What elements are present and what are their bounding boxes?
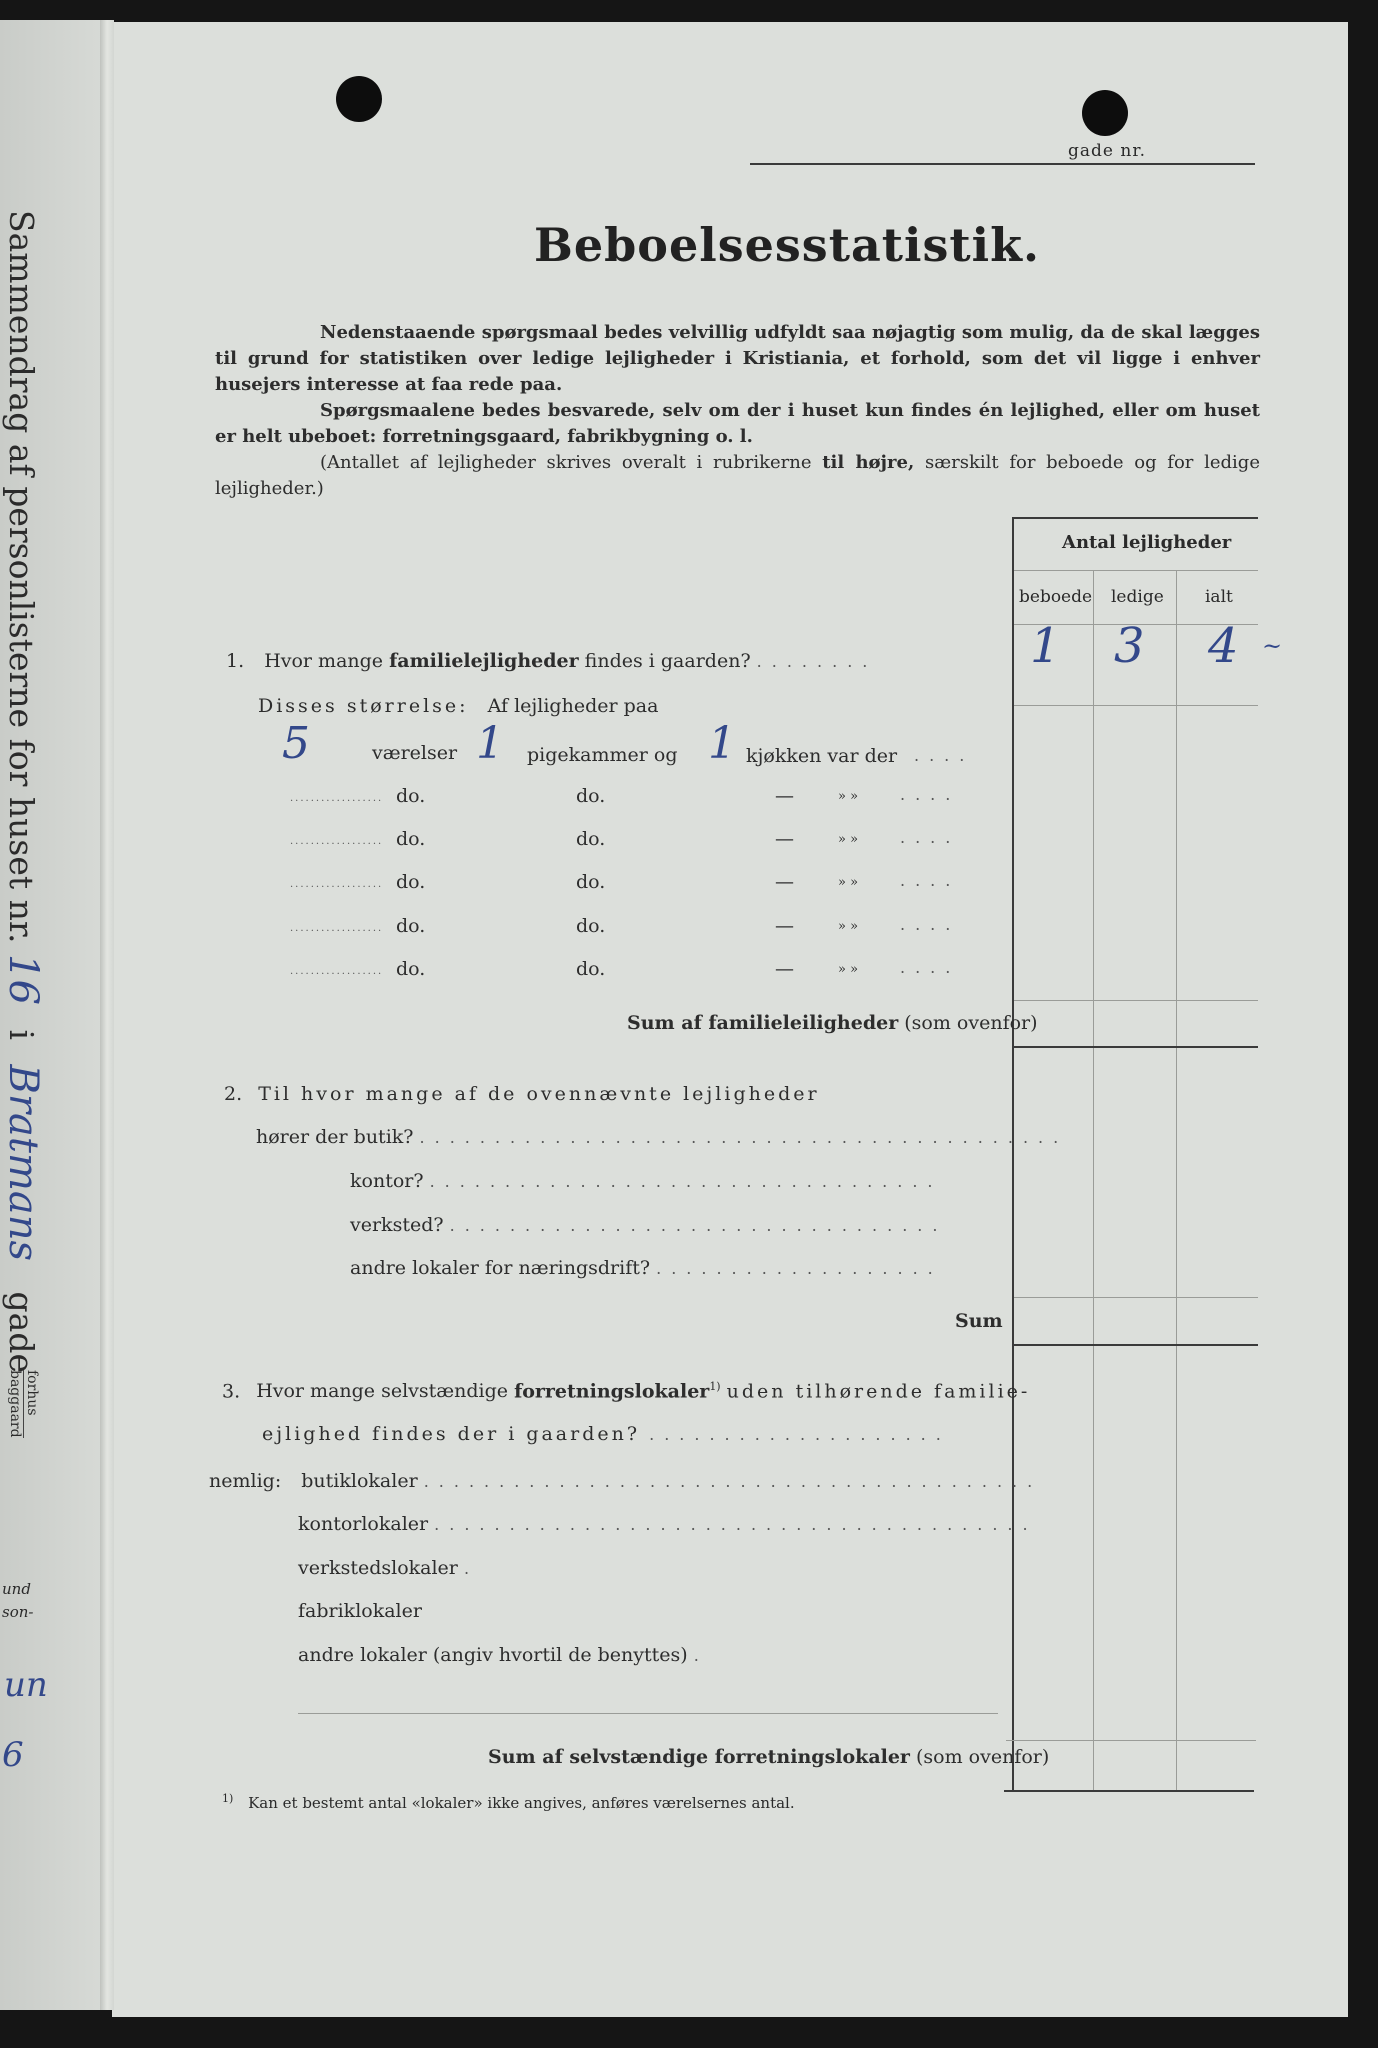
q1-number: 1.: [226, 650, 245, 672]
q1-kjokken-leader: ....: [914, 746, 975, 765]
q3-nemlig: nemlig:: [209, 1470, 282, 1492]
side-connector: i: [2, 1029, 41, 1041]
q3-andre-leader: .: [693, 1646, 709, 1665]
q3-fabrik: fabriklokaler: [298, 1600, 422, 1622]
table-col-rule-2: [1176, 570, 1177, 1792]
do-row-4-fill: ..................: [290, 923, 384, 934]
do-row-4-dash: —: [775, 915, 794, 937]
table-row-rule-sum3: [1006, 1740, 1256, 1741]
q3-pre: Hvor mange selvstændige: [256, 1380, 509, 1403]
do-row-4-a: do.: [396, 915, 426, 937]
footnote: [222, 1792, 795, 1812]
side-house-number: 16: [0, 954, 46, 1005]
do-row-5-fill: ..................: [290, 966, 384, 977]
q3-kontor: kontorlokaler: [298, 1513, 429, 1535]
do-row-5-a: do.: [396, 958, 426, 980]
q3-sum-bold: Sum af selvstændige forretningslokaler: [488, 1746, 910, 1768]
q3-line2-leader: ....................: [649, 1425, 951, 1444]
q2-sum: Sum: [955, 1310, 1003, 1332]
table-col-rule-1: [1093, 570, 1094, 1792]
side-title: Sammendrag af personlisterne for huset nr.: [2, 210, 41, 944]
q1-line: [226, 650, 877, 672]
side-fragment-und: und: [2, 1580, 31, 1598]
answer-beboede: 1: [1030, 618, 1061, 674]
q1-size-line: [258, 695, 658, 717]
page-title: Beboelsesstatistik.: [534, 218, 1040, 272]
q2-kontor-leader: ..................................: [429, 1172, 943, 1191]
side-forhus: forhus: [23, 1370, 40, 1438]
do-row-3-fill: ..................: [290, 879, 384, 890]
intro-p1-text: Nedenstaaende spørgsmaal bedes velvillig udfyldt saa nøjagtig som mulig, da de skal lægges til grund for statistiken over ledige lejligheder i Kristiania, et forhold, som det vil ligge i enhver husejers interesse at faa rede paa.: [215, 322, 1260, 395]
q3-kontor-leader: ........................................: [434, 1515, 1038, 1534]
q2-butik-leader: ...........................................: [419, 1128, 1069, 1147]
q3-sup: 1): [709, 1380, 721, 1393]
q2-kontor-line: [350, 1170, 943, 1192]
q3-andre-line: [298, 1644, 709, 1666]
table-col-ialt: ialt: [1205, 587, 1233, 607]
do-row-2-b: do.: [576, 828, 606, 850]
do-row-4-quote: » »: [838, 919, 859, 934]
do-row-5-quote: » »: [838, 962, 859, 977]
intro-p3-c: særskilt for beboede og for ledige lejligheder.): [215, 452, 1260, 499]
do-row-1-dash: —: [775, 785, 794, 807]
q3-line: [222, 1380, 1030, 1402]
q3-bold: forretningslokaler: [514, 1380, 710, 1403]
q3-fabrik-line: [298, 1600, 422, 1622]
q2-andre-line: [350, 1257, 943, 1279]
table-col-beboede: beboede: [1019, 587, 1093, 607]
table-row-rule-sum2: [1014, 1297, 1258, 1298]
q1-vaerelser: værelser: [372, 742, 458, 764]
side-street-name: Bratmans: [0, 1064, 46, 1262]
table-sum1-rule: [1012, 1046, 1258, 1048]
intro-p3-bold: til højre,: [822, 452, 915, 473]
q1-sum-line: [627, 1012, 1038, 1034]
q1-hand-rooms: 5: [282, 718, 310, 769]
q1-hand-kjokken: 1: [708, 718, 736, 769]
do-row-1-fill: ..................: [290, 793, 384, 804]
q2-andre: andre lokaler for næringsdrift?: [350, 1257, 651, 1279]
table-col-ledige: ledige: [1111, 587, 1164, 607]
do-row-4-leader: ....: [900, 915, 961, 934]
table-row-rule-q1: [1014, 705, 1258, 706]
table-sum2-rule: [1012, 1344, 1258, 1346]
q2-butik-line: [256, 1126, 1068, 1148]
q1-kjokken: kjøkken var der: [746, 745, 898, 767]
table-row-rule-sum1: [1014, 1000, 1258, 1001]
do-row-2-fill: ..................: [290, 836, 384, 847]
punch-hole-left: [336, 76, 382, 122]
q2-verksted-leader: .................................: [449, 1216, 948, 1235]
q2-text: Til hvor mange af de ovennævnte lejligheder: [258, 1083, 820, 1105]
side-fragment-son: son-: [2, 1603, 34, 1621]
q3-butik-leader: .........................................: [423, 1472, 1043, 1491]
side-gade: gade: [2, 1291, 41, 1373]
side-vertical-text: [0, 210, 46, 1470]
q2-line: [224, 1083, 820, 1105]
footnote-text: Kan et bestemt antal «lokaler» ikke angives, anføres værelsernes antal.: [248, 1794, 795, 1812]
intro-paragraph-1: [215, 320, 1260, 398]
side-forhus-baggaard: [2, 1370, 42, 1490]
q1-bold: familielejligheder: [389, 650, 579, 672]
q3-verksted-leader: .: [463, 1559, 480, 1578]
gade-nr-line: [750, 163, 1255, 165]
do-row-4-b: do.: [576, 915, 606, 937]
gade-nr-label: gade nr.: [1068, 141, 1146, 161]
q3-sum-rest: (som ovenfor): [916, 1746, 1050, 1768]
q2-butik: hører der butik?: [256, 1126, 414, 1148]
answer-ledige: 3: [1114, 618, 1145, 674]
footnote-mark: 1): [222, 1792, 234, 1805]
answer-ialt: 4: [1208, 618, 1239, 674]
q3-verksted-line: [298, 1557, 479, 1579]
q2-andre-leader: ...................: [656, 1259, 943, 1278]
table-bottom-rule: [1004, 1790, 1254, 1792]
do-row-3-dash: —: [775, 871, 794, 893]
q3-kontor-line: [298, 1513, 1038, 1535]
punch-hole-right: [1082, 90, 1128, 136]
do-row-5-b: do.: [576, 958, 606, 980]
q2-kontor: kontor?: [350, 1170, 424, 1192]
table-top-rule: [1012, 517, 1258, 519]
q1-sum-rest: (som ovenfor): [904, 1012, 1038, 1034]
intro-p3-a: (Antallet af lejligheder skrives overalt i rubrikerne: [320, 452, 823, 473]
q3-butik: butiklokaler: [301, 1470, 418, 1492]
q3-sum-line: [488, 1746, 1049, 1768]
do-row-3-leader: ....: [900, 871, 961, 890]
q3-line2-text: ejlighed findes der i gaarden?: [262, 1423, 641, 1445]
side-fragment-hand1: un: [4, 1665, 48, 1705]
q1-post: findes i gaarden?: [584, 650, 751, 672]
q1-size-text: Af lejligheder paa: [487, 695, 659, 717]
q1-pigekammer: pigekammer og: [527, 744, 678, 766]
q1-pre: Hvor mange: [264, 650, 384, 672]
do-row-2-quote: » »: [838, 832, 859, 847]
do-row-3-quote: » »: [838, 875, 859, 890]
page-fold: [100, 20, 114, 2010]
table-header: Antal lejligheder: [1062, 532, 1232, 553]
intro-paragraph-3: [215, 450, 1260, 502]
intro-paragraph-2: [215, 398, 1260, 450]
do-row-2-a: do.: [396, 828, 426, 850]
do-row-2-leader: ....: [900, 828, 961, 847]
do-row-2-dash: —: [775, 828, 794, 850]
q3-post: uden tilhørende familie-: [726, 1380, 1031, 1403]
q3-verksted: verkstedslokaler: [298, 1557, 458, 1579]
q3-andre: andre lokaler (angiv hvortil de benyttes): [298, 1644, 688, 1666]
do-row-3-b: do.: [576, 871, 606, 893]
intro-p2-text: Spørgsmaalene bedes besvarede, selv om der i huset kun findes én lejlighed, eller om huset er helt ubeboet: forretningsgaard, fabrikbygning o. l.: [215, 400, 1260, 447]
answer-mark: ~: [1262, 632, 1283, 660]
side-fragment-hand2: 6: [2, 1735, 24, 1775]
do-row-1-a: do.: [396, 785, 426, 807]
do-row-5-dash: —: [775, 958, 794, 980]
q3-number: 3.: [222, 1380, 241, 1403]
q1-hand-pige: 1: [476, 718, 504, 769]
q2-verksted-line: [350, 1214, 947, 1236]
q3-separator-rule: [298, 1713, 998, 1714]
q2-number: 2.: [224, 1083, 243, 1105]
side-baggaard: baggaard: [7, 1370, 23, 1438]
q1-sum-bold: Sum af familieleiligheder: [627, 1012, 899, 1034]
q3-butik-line: [209, 1470, 1042, 1492]
do-row-1-b: do.: [576, 785, 606, 807]
do-row-1-leader: ....: [900, 785, 961, 804]
do-row-5-leader: ....: [900, 958, 961, 977]
table-left-rule: [1012, 517, 1014, 1792]
do-row-3-a: do.: [396, 871, 426, 893]
q1-size-label: Disses størrelse:: [258, 695, 469, 717]
q3-line2: [262, 1423, 951, 1445]
q1-leader: ........: [756, 652, 878, 671]
q2-verksted: verksted?: [350, 1214, 444, 1236]
do-row-1-quote: » »: [838, 789, 859, 804]
table-header-rule: [1014, 570, 1258, 571]
